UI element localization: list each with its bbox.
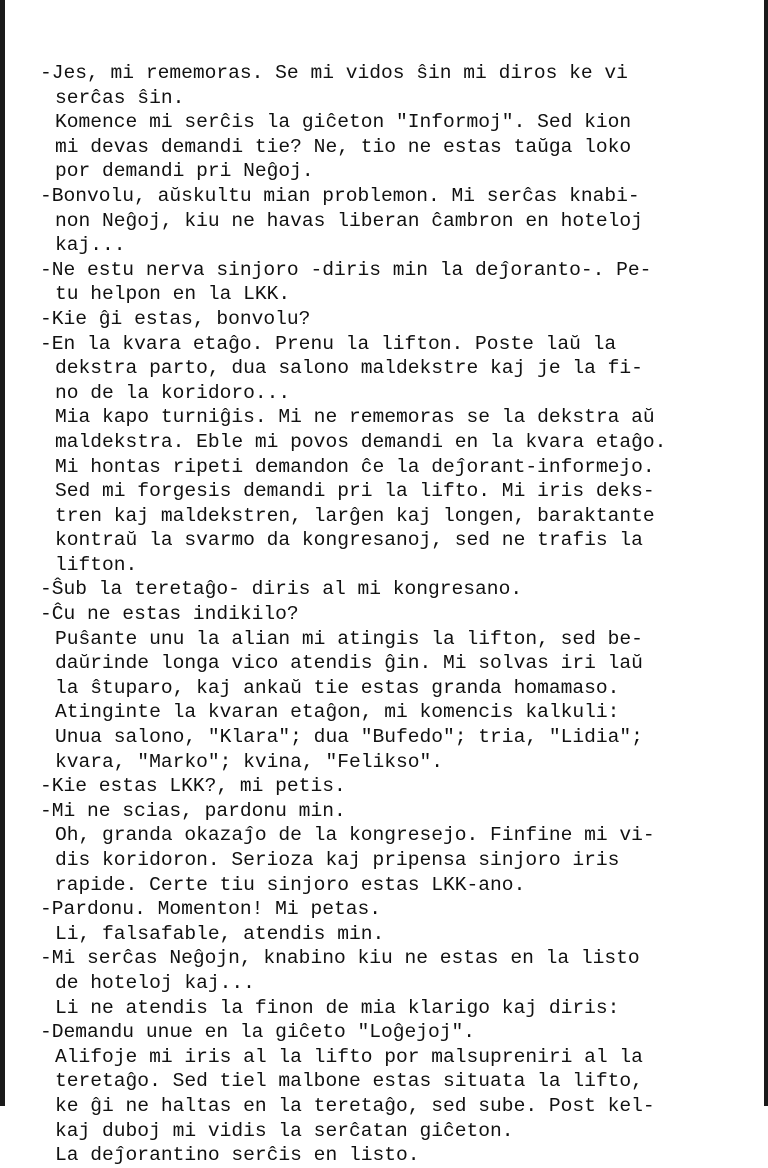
text-line: la ŝtuparo, kaj ankaŭ tie estas granda homamaso. [55, 676, 620, 699]
text-line: Puŝante unu la alian mi atingis la lifton, sed be- [55, 627, 643, 650]
text-line: kaj duboj mi vidis la serĉatan giĉeton. [55, 1119, 514, 1142]
text-line: -Jes, mi rememoras. Se mi vidos ŝin mi diros ke vi [40, 62, 628, 84]
text-line: Mi hontas ripeti demandon ĉe la deĵorant-informejo. [55, 455, 655, 478]
text-line: teretaĝo. Sed tiel malbone estas situata la lifto, [55, 1070, 643, 1093]
text-line: Alifoje mi iris al la lifto por malsupreniri al la [55, 1045, 643, 1068]
text-line: -Ŝub la teretaĝo- diris al mi kongresano. [40, 578, 523, 601]
text-line: La deĵorantino serĉis en listo. [55, 1144, 420, 1167]
text-line: non Neĝoj, kiu ne havas liberan ĉambron en hoteloj [55, 209, 643, 232]
page-right-edge [764, 0, 768, 1106]
text-line: Komence mi serĉis la giĉeton "Informoj". Sed kion [55, 111, 632, 134]
text-line: kontraŭ la svarmo da kongresanoj, sed ne trafis la [55, 529, 643, 552]
text-line: Mia kapo turniĝis. Mi ne rememoras se la dekstra aŭ [55, 406, 655, 429]
text-line: Oh, granda okazaĵo de la kongresejo. Finfine mi vi- [55, 824, 655, 847]
text-line: -Pardonu. Momenton! Mi petas. [40, 898, 381, 921]
text-line: -Ĉu ne estas indikilo? [40, 603, 299, 626]
text-line: de hoteloj kaj... [55, 971, 255, 994]
text-line: Li, falsafable, atendis min. [55, 922, 385, 945]
text-line: serĉas ŝin. [55, 86, 185, 109]
text-line: ke ĝi ne haltas en la teretaĝo, sed sube. Post kel- [55, 1094, 655, 1117]
text-line: Atinginte la kvaran etaĝon, mi komencis kalkuli: [55, 701, 620, 724]
text-line: -Demandu unue en la giĉeto "Loĝejoj". [40, 1021, 476, 1044]
text-line: rapide. Certe tiu sinjoro estas LKK-ano. [55, 873, 526, 896]
text-line: kvara, "Marko"; kvina, "Felikso". [55, 750, 444, 773]
text-line: lifton. [55, 553, 138, 576]
text-line: kaj... [55, 234, 126, 257]
page-left-edge [0, 0, 5, 1106]
text-line: dis koridoron. Serioza kaj pripensa sinjoro iris [55, 849, 620, 871]
text-line: no de la koridoro... [55, 381, 291, 404]
text-line: por demandi pri Neĝoj. [55, 160, 314, 183]
text-line: -En la kvara etaĝo. Prenu la lifton. Poste laŭ la [40, 332, 617, 355]
text-line: tu helpon en la LKK. [55, 283, 291, 306]
text-line: -Kie ĝi estas, bonvolu? [40, 307, 311, 330]
text-line: dekstra parto, dua salono maldekstre kaj je la fi- [55, 357, 643, 380]
text-line: -Mi serĉas Neĝojn, knabino kiu ne estas en la listo [40, 947, 640, 970]
text-line: -Bonvolu, aŭskultu mian problemon. Mi serĉas knabi- [40, 184, 640, 207]
text-line: maldekstra. Eble mi povos demandi en la kvara etaĝo. [55, 430, 667, 453]
text-line: tren kaj maldekstren, larĝen kaj longen, baraktante [55, 504, 655, 527]
document-body [40, 61, 755, 1168]
text-line: Li ne atendis la finon de mia klarigo kaj diris: [55, 996, 620, 1019]
text-line: -Ne estu nerva sinjoro -diris min la deĵoranto-. Pe- [40, 258, 652, 281]
text-line: Unua salono, "Klara"; dua "Bufedo"; tria, "Lidia"; [55, 726, 643, 749]
text-line: daŭrinde longa vico atendis ĝin. Mi solvas iri laŭ [55, 652, 643, 675]
text-line: mi devas demandi tie? Ne, tio ne estas taŭga loko [55, 135, 632, 158]
text-line: Sed mi forgesis demandi pri la lifto. Mi iris deks- [55, 480, 655, 503]
text-line: -Kie estas LKK?, mi petis. [40, 775, 346, 798]
text-line: -Mi ne scias, pardonu min. [40, 799, 346, 822]
